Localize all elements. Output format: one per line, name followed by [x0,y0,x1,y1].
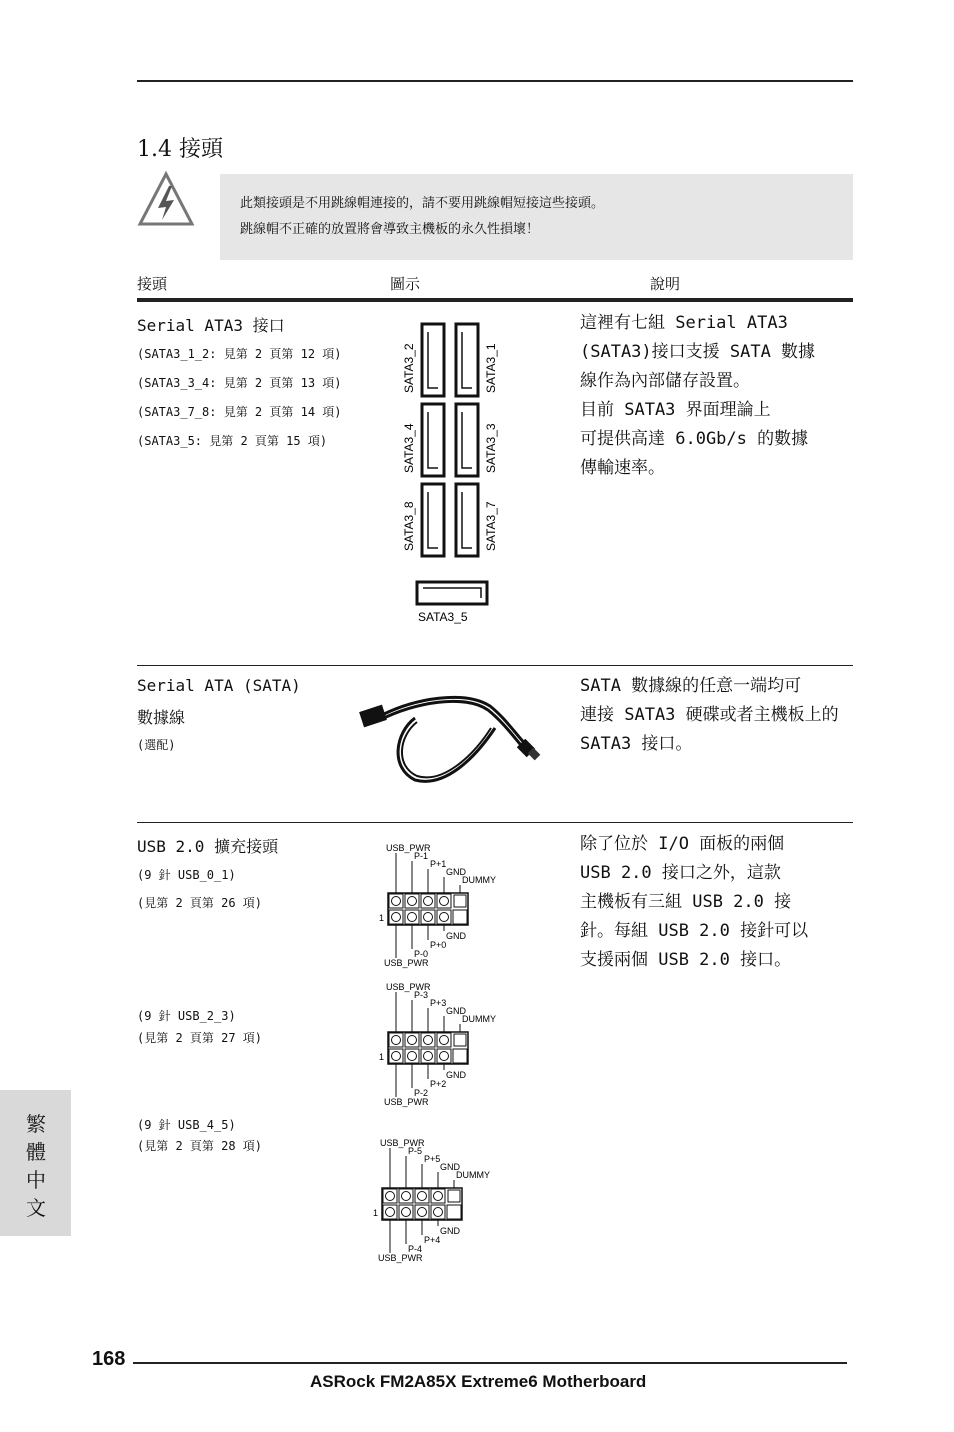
top-pin-label: USB_PWR [380,1138,425,1148]
pin [386,1192,395,1201]
header-body [382,1188,462,1220]
sata-cable-description: SATA 數據線的任意一端均可 連接 SATA3 硬碟或者主機板上的 SATA3 接口。 [580,676,839,754]
section-title: 1.4 接頭 [137,137,223,162]
bottom-pin-label: GND [446,1070,466,1080]
usb23-sub-1: (9 針 USB_2_3) [137,1009,236,1023]
sata-cable-name-2: 數據線 [137,708,186,727]
bottom-pin-label: P+2 [430,1079,447,1089]
footer-product: ASRock FM2A85X Extreme6 Motherboard [310,1372,647,1391]
pin1-marker: 1 [379,913,385,923]
pin [440,1052,449,1061]
top-pin-label: P-3 [414,990,429,1000]
dummy-pin [454,895,466,907]
sata3-5-label: SATA3_5 [418,610,468,624]
pin [402,1192,411,1201]
top-pin-label: P+5 [424,1154,441,1164]
side-tab-label: 繁體中文 [26,1112,46,1220]
pin [440,897,449,906]
pin [392,897,401,906]
header-rule [137,298,853,302]
sata3-2-label: SATA3_2 [402,343,416,393]
pin [408,897,417,906]
usb-description: 除了位於 I/O 面板的兩個 USB 2.0 接口之外，這款 主機板有三組 USB 2.0 接 針。每組 USB 2.0 接針可以 支援兩個 USB 2.0 接口。 [580,834,809,970]
pin [434,1192,443,1201]
usb01-pinout-diagram [376,843,526,971]
sata3-diagram [395,318,510,630]
warning-line-2: 跳線帽不正確的放置將會導致主機板的永久性損壞！ [240,222,540,237]
top-pin-label: DUMMY [462,875,496,885]
sata3-3-label: SATA3_3 [484,423,498,473]
top-pin-label: P-1 [414,851,429,861]
top-pin-label: DUMMY [462,1014,496,1024]
sata3-8-label: SATA3_8 [402,501,416,551]
sata3-1-label: SATA3_1 [484,343,498,393]
language-side-tab [0,1090,71,1236]
dummy-pin [448,1190,460,1202]
pin [392,913,401,922]
usb01-sub-2: (見第 2 頁第 26 項) [137,896,263,910]
usb-header-name: USB 2.0 擴充接頭 [137,837,279,856]
header-body [388,1032,468,1064]
pin [386,1208,395,1217]
dummy-pin [454,1034,466,1046]
pin [392,1036,401,1045]
pin1-marker: 1 [379,1052,385,1062]
pin [392,1052,401,1061]
top-pin-label: P+3 [430,998,447,1008]
pin [408,913,417,922]
header-connector: 接頭 [137,275,168,293]
footer-rule [133,1362,847,1364]
bottom-pin-label: USB_PWR [384,1097,429,1107]
top-pin-label: DUMMY [456,1170,490,1180]
pin1-marker: 1 [373,1208,379,1218]
top-pin-label: USB_PWR [386,982,431,992]
bottom-pin-label: USB_PWR [384,958,429,968]
pin [424,897,433,906]
top-rule [137,80,853,82]
header-body [388,893,468,925]
pin [408,1052,417,1061]
pin [424,1036,433,1045]
row-rule-2 [137,822,853,823]
pin [408,1036,417,1045]
bottom-pin-label: P+0 [430,940,447,950]
pin [402,1208,411,1217]
pin [434,1208,443,1217]
header-description: 說明 [650,275,681,293]
top-pin-label: P+1 [430,859,447,869]
sata3-description: 這裡有七組 Serial ATA3 (SATA3)接口支援 SATA 數據 線作為內部儲存設置。 目前 SATA3 界面理論上 可提供高達 6.0Gb/s 的數據 傳輸速率。 [580,313,816,478]
sata3-7-label: SATA3_7 [484,501,498,551]
pin [424,913,433,922]
usb45-sub-1: (9 針 USB_4_5) [137,1118,236,1132]
usb23-sub-2: (見第 2 頁第 27 項) [137,1031,263,1045]
bottom-pin-label: P+4 [424,1235,441,1245]
usb45-pinout-diagram [370,1138,520,1270]
pin [440,913,449,922]
sata3-4-label: SATA3_4 [402,423,416,473]
sata-cable-image [355,688,545,788]
sata3-sub-4: (SATA3_5: 見第 2 頁第 15 項) [137,434,328,448]
warning-lightning-icon [136,170,196,230]
sata-cable-name-1: Serial ATA (SATA) [137,676,301,695]
sata3-sub-2: (SATA3_3_4: 見第 2 頁第 13 項) [137,376,342,390]
bottom-pin-label: P-2 [414,1088,429,1098]
bottom-pin-label: USB_PWR [378,1253,423,1263]
bottom-pin-label: P-4 [408,1244,423,1254]
page-number: 168 [92,1348,126,1370]
top-pin-label: GND [446,1006,466,1016]
pin-cell [453,1049,467,1063]
pin [424,1052,433,1061]
usb23-pinout-diagram [376,982,526,1126]
pin-cell [447,1205,461,1219]
bottom-pin-label: GND [440,1226,460,1236]
row-rule-1 [137,665,853,666]
warning-line-1: 此類接頭是不用跳線帽連接的，請不要用跳線帽短接這些接頭。 [240,196,605,211]
bottom-pin-label: GND [446,931,466,941]
usb01-sub-1: (9 針 USB_0_1) [137,868,236,882]
header-diagram: 圖示 [390,275,421,293]
pin-cell [453,910,467,924]
sata3-sub-1: (SATA3_1_2: 見第 2 頁第 12 項) [137,347,342,361]
sata3-sub-3: (SATA3_7_8: 見第 2 頁第 14 項) [137,405,342,419]
top-pin-label: P-5 [408,1146,423,1156]
warning-note [220,174,853,260]
top-pin-label: GND [446,867,466,877]
sata-cable-optional: (選配) [137,738,176,752]
pin [418,1208,427,1217]
sata3-name: Serial ATA3 接口 [137,316,285,335]
top-pin-label: GND [440,1162,460,1172]
pin [440,1036,449,1045]
pin [418,1192,427,1201]
bottom-pin-label: P-0 [414,949,429,959]
top-pin-label: USB_PWR [386,843,431,853]
usb45-sub-2: (見第 2 頁第 28 項) [137,1139,263,1153]
